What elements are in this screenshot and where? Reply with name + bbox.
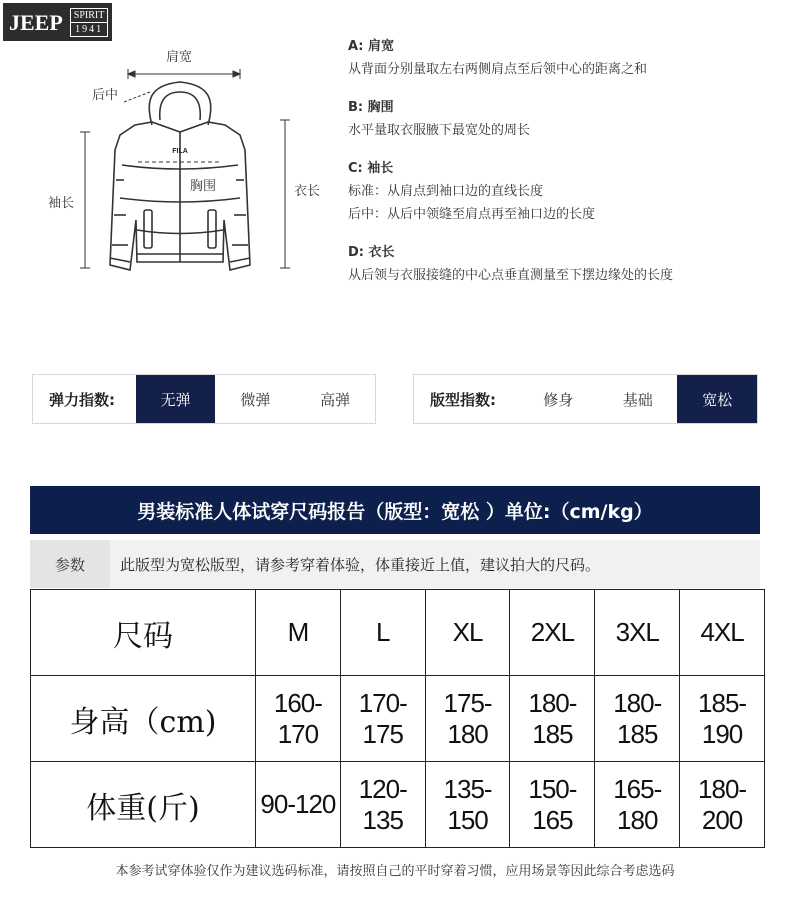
desc-title: B: 胸围 <box>348 100 394 115</box>
row-header-size: 尺码 <box>31 590 256 676</box>
elasticity-index <box>32 374 376 424</box>
param-row <box>30 540 760 588</box>
size-cell: 2XL <box>510 590 595 676</box>
fit-option-regular[interactable]: 基础 <box>622 390 653 409</box>
param-text: 此版型为宽松版型，请参考穿着体验，体重接近上值，建议拍大的尺码。 <box>120 555 601 574</box>
weight-cell: 90-120 <box>256 762 341 848</box>
logo-year: 1941 <box>70 23 109 37</box>
size-cell: 3XL <box>595 590 680 676</box>
size-cell: M <box>256 590 341 676</box>
length-label: 衣长 <box>294 184 321 199</box>
desc-title: A: 肩宽 <box>348 39 395 54</box>
jacket-illustration <box>40 40 340 280</box>
table-row-height <box>31 676 765 762</box>
height-cell: 160-170 <box>256 676 341 762</box>
table-row-weight <box>31 762 765 848</box>
height-cell: 170-175 <box>340 676 425 762</box>
logo-spirit: SPIRIT <box>70 8 109 23</box>
desc-line: 标准：从肩点到袖口边的直线长度 <box>348 184 544 199</box>
weight-cell: 135-150 <box>425 762 510 848</box>
fit-label: 版型指数: <box>430 390 496 409</box>
back-center-label: 后中 <box>92 88 119 103</box>
measurement-descriptions <box>348 36 778 303</box>
report-title: 男装标准人体试穿尺码报告（版型：宽松 ）单位:（cm/kg） <box>30 486 760 534</box>
desc-title: D: 衣长 <box>348 245 395 260</box>
elasticity-option-slight[interactable]: 微弹 <box>240 390 271 409</box>
table-row-size <box>31 590 765 676</box>
elasticity-option-high[interactable]: 高弹 <box>320 390 351 409</box>
desc-length <box>348 242 778 287</box>
fit-option-loose[interactable]: 宽松 <box>677 375 757 423</box>
brand-logo <box>3 3 112 41</box>
desc-line: 从背面分别量取左右两侧肩点至后领中心的距离之和 <box>348 62 648 77</box>
desc-shoulder <box>348 36 778 81</box>
footer-note: 本参考试穿体验仅作为建议选码标准，请按照自己的平时穿着习惯，应用场景等因此综合考虑选码 <box>115 864 675 879</box>
size-table <box>30 589 765 848</box>
jacket-diagram <box>40 40 340 280</box>
desc-line: 水平量取衣服腋下最宽处的周长 <box>348 123 531 138</box>
height-cell: 180-185 <box>595 676 680 762</box>
jacket-logo: FILA <box>172 148 188 155</box>
desc-chest <box>348 97 778 142</box>
sleeve-label: 袖长 <box>48 196 75 211</box>
shoulder-label: 肩宽 <box>166 50 193 65</box>
fit-index <box>413 374 758 424</box>
size-cell: XL <box>425 590 510 676</box>
weight-cell: 180-200 <box>680 762 765 848</box>
elasticity-option-none[interactable]: 无弹 <box>136 375 216 423</box>
height-cell: 185-190 <box>680 676 765 762</box>
height-cell: 180-185 <box>510 676 595 762</box>
height-cell: 175-180 <box>425 676 510 762</box>
param-label: 参数 <box>30 540 110 588</box>
elasticity-label: 弹力指数: <box>49 390 115 409</box>
desc-sleeve <box>348 158 778 226</box>
size-cell: 4XL <box>680 590 765 676</box>
logo-brand: JEEP <box>9 10 63 35</box>
size-cell: L <box>340 590 425 676</box>
desc-line: 后中：从后中领缝至肩点再至袖口边的长度 <box>348 207 596 222</box>
weight-cell: 150-165 <box>510 762 595 848</box>
fit-option-slim[interactable]: 修身 <box>543 390 574 409</box>
desc-title: C: 袖长 <box>348 161 394 176</box>
chest-label: 胸围 <box>190 179 217 194</box>
weight-cell: 165-180 <box>595 762 680 848</box>
weight-cell: 120-135 <box>340 762 425 848</box>
desc-line: 从后领与衣服接缝的中心点垂直测量至下摆边缘处的长度 <box>348 268 674 283</box>
row-header-height: 身高（cm) <box>31 676 256 762</box>
logo-side <box>67 4 112 40</box>
row-header-weight: 体重(斤) <box>31 762 256 848</box>
